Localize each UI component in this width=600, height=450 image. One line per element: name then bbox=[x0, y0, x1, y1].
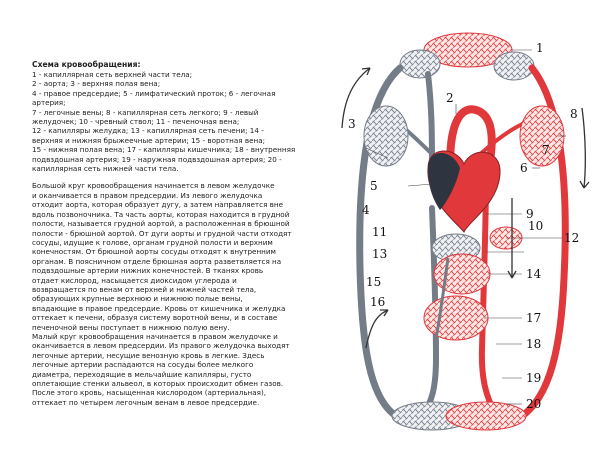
legend-list bbox=[32, 70, 304, 173]
callout-6: 6 bbox=[520, 161, 528, 175]
text-line: отдает кислород, насыщается диоксидом углерода и bbox=[32, 275, 237, 285]
paragraph-pulmonary-circulation bbox=[32, 332, 304, 407]
text-line: образующих крупные верхнюю и нижнюю полые вены, bbox=[32, 294, 243, 304]
callout-16: 16 bbox=[370, 295, 386, 309]
text-line: оплетающие стенки альвеол, в которых происходит обмен газов. bbox=[32, 379, 284, 388]
legend-line: 15 - нижняя полая вена; 17 - капилляры кишечника; 18 - внутренняя bbox=[32, 145, 296, 155]
callout-14: 14 bbox=[526, 267, 542, 281]
legend-line: подвздошная артерия; 19 - наружная подвздошная артерия; 20 - bbox=[32, 154, 282, 164]
text-line: Большой круг кровообращения начинается в левом желудочке bbox=[32, 181, 275, 191]
legend-line: 4 - правое предсердие; 5 - лимфатический проток; 6 - легочная bbox=[32, 88, 276, 98]
callout-1: 1 bbox=[536, 41, 544, 55]
paragraph-systemic-circulation bbox=[32, 181, 304, 332]
text-column bbox=[32, 60, 304, 407]
text-line: возвращается по венам от верхней и нижней частей тела, bbox=[32, 284, 257, 294]
callout-9: 9 bbox=[526, 207, 534, 221]
callout-8: 8 bbox=[570, 107, 578, 121]
legend-line: желудочек; 10 - чревный ствол; 11 - печеночная вена; bbox=[32, 117, 240, 127]
text-line: вдоль позвоночника. Та часть аорты, которая находится в грудной bbox=[32, 209, 290, 219]
callout-17: 17 bbox=[526, 311, 542, 325]
text-line: оканчивается в левом предсердии. Из правого желудочка выходят bbox=[32, 341, 290, 351]
upper-body-capillaries bbox=[400, 33, 534, 80]
callout-15: 15 bbox=[366, 275, 382, 289]
text-line: После этого кровь, насыщенная кислородом (артериальная), bbox=[32, 388, 267, 398]
circulation-diagram bbox=[336, 18, 600, 450]
callout-20: 20 bbox=[526, 397, 542, 411]
text-line: легочные артерии, несущие венозную кровь в легкие. Здесь bbox=[32, 350, 265, 360]
text-line: и оканчивается в правом предсердии. Из левого желудочка bbox=[32, 190, 263, 200]
text-line: отходит аорта, которая образует дугу, а затем направляется вне bbox=[32, 200, 284, 210]
abdominal-organs bbox=[424, 227, 522, 340]
text-line: печеночной вены поступает в нижнюю полую вену. bbox=[32, 322, 230, 332]
callout-12: 12 bbox=[564, 231, 580, 245]
legend-line: капиллярная сеть нижней части тела. bbox=[32, 164, 179, 174]
callout-3: 3 bbox=[348, 117, 356, 131]
legend-title: Схема кровообращения: bbox=[32, 60, 141, 69]
text-line: полости, называется грудной аортой, а расположенная в брюшной bbox=[32, 219, 290, 229]
text-line: сосуды, идущие к голове, органам грудной полости и верхним bbox=[32, 237, 273, 247]
text-line: полости - брюшной аортой. От дуги аорты и грудной части отходят bbox=[32, 228, 292, 238]
callout-13: 13 bbox=[372, 247, 388, 261]
legend-line: 1 - капиллярная сеть верхней части тела; bbox=[32, 70, 193, 79]
callout-5: 5 bbox=[370, 179, 378, 193]
callout-7: 7 bbox=[542, 143, 550, 157]
callout-10: 10 bbox=[528, 219, 544, 233]
callout-19: 19 bbox=[526, 371, 542, 385]
text-line: легочные артерии распадаются на сосуды более мелкого bbox=[32, 360, 254, 370]
text-line: впадающие в правое предсердие. Кровь от кишечника и желудка bbox=[32, 303, 286, 313]
callout-4: 4 bbox=[362, 203, 370, 217]
text-line: диаметра, переходящие в мельчайшие капилляры, густо bbox=[32, 369, 252, 379]
callout-11: 11 bbox=[372, 225, 388, 239]
legend-line: артерия; bbox=[32, 98, 66, 108]
text-line: органам. В поясничном отделе брюшная аорта разветвляется на bbox=[32, 256, 282, 266]
callout-18: 18 bbox=[526, 337, 542, 351]
text-line: подвздошные артерии нижних конечностей. В тканях кровь bbox=[32, 266, 264, 276]
callout-2: 2 bbox=[446, 91, 454, 105]
text-line: конечностям. От брюшной аорты сосуды отходят к внутренним bbox=[32, 247, 276, 257]
text-line: оттекает по четырем легочным венам в левое предсердие. bbox=[32, 397, 260, 407]
text-line: Малый круг кровообращения начинается в правом желудочке и bbox=[32, 331, 278, 341]
legend-line: верхняя и нижняя брыжеечные артерии; 15 - воротная вена; bbox=[32, 135, 266, 145]
arrow-icon bbox=[342, 68, 370, 128]
legend-line: 2 - аорта; 3 - верхняя полая вена; bbox=[32, 79, 161, 89]
text-line: оттекает к печени, образуя систему воротной вены, и в составе bbox=[32, 313, 278, 323]
legend-line: 7 - легочные вены; 8 - капиллярная сеть легкого; 9 - левый bbox=[32, 107, 259, 117]
legend-line: 12 - капилляры желудка; 13 - капиллярная сеть печени; 14 - bbox=[32, 126, 264, 136]
lower-body-capillaries bbox=[392, 402, 526, 430]
circulation-svg bbox=[336, 18, 600, 450]
heart bbox=[428, 151, 500, 232]
arrow-icon bbox=[582, 108, 585, 188]
